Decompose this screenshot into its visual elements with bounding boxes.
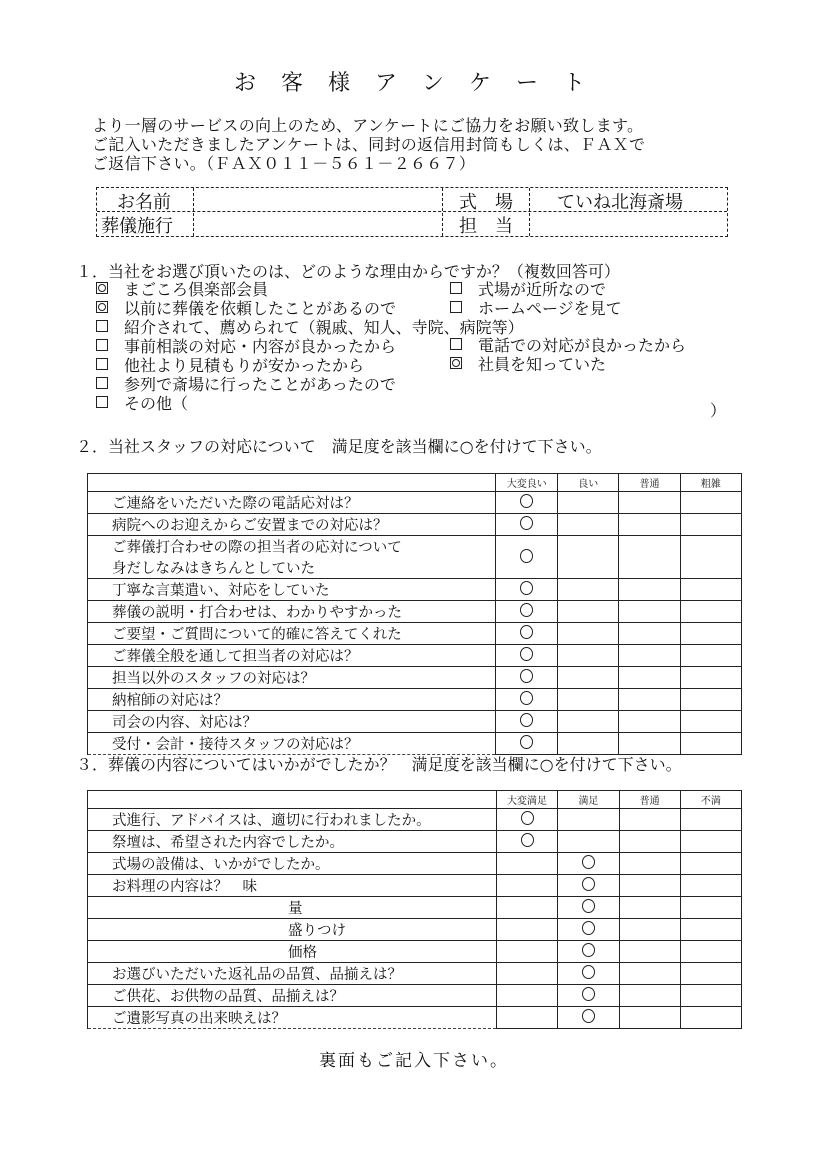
rating-cell[interactable] [496, 579, 558, 601]
rating-cell[interactable] [619, 897, 680, 919]
row-label-text: 価格 [288, 945, 317, 961]
row-label [88, 579, 496, 601]
rating-cell[interactable] [619, 623, 680, 645]
rating-cell[interactable] [558, 536, 619, 579]
q1-option-label: 電話での対応が良かったから [478, 336, 687, 355]
row-label [88, 941, 497, 963]
rating-cell[interactable] [496, 941, 558, 963]
q3-table [87, 790, 742, 1029]
rating-cell[interactable] [558, 623, 619, 645]
checkbox[interactable] [96, 377, 108, 389]
rating-cell[interactable] [496, 536, 558, 579]
rating-cell[interactable] [619, 601, 680, 623]
rating-cell[interactable] [680, 536, 741, 579]
checked-checkbox[interactable] [96, 282, 108, 294]
rating-cell[interactable] [496, 963, 558, 985]
rating-cell[interactable] [558, 579, 619, 601]
rating-cell[interactable] [619, 809, 680, 831]
table-row [88, 941, 742, 963]
row-label [88, 897, 497, 919]
rating-cell[interactable] [496, 689, 558, 711]
rating-cell[interactable] [680, 711, 741, 733]
funeral-label: 葬儀施行 [101, 216, 173, 237]
rating-cell[interactable] [558, 963, 619, 985]
rating-cell[interactable] [558, 897, 619, 919]
q1-option-label: 事前相談の対応・内容が良かったから [124, 337, 397, 356]
intro-line: ご記入いただきましたアンケートは、同封の返信用封筒もしくは、ＦＡＸで [92, 135, 646, 154]
column-header: 普通 [619, 791, 680, 809]
circle-mark-icon [520, 735, 533, 749]
q1-option[interactable] [450, 300, 686, 337]
q1-option[interactable] [96, 376, 524, 395]
column-header: 満足 [558, 791, 619, 809]
row-label-text: ご葬儀打合わせの際の担当者の応対について [112, 540, 402, 556]
row-label-text: 司会の内容、対応は？ [112, 715, 257, 731]
venue-label: 式 場 [459, 192, 513, 213]
rating-cell[interactable] [496, 809, 558, 831]
row-label-text: 式進行、アドバイスは、適切に行われましたか。 [112, 813, 431, 829]
rating-cell[interactable] [619, 853, 680, 875]
rating-cell[interactable] [619, 941, 680, 963]
circle-mark-icon [520, 625, 533, 639]
checkbox[interactable] [96, 320, 108, 332]
checkbox[interactable] [450, 282, 462, 294]
rating-cell[interactable] [496, 492, 558, 514]
checkbox[interactable] [96, 339, 108, 351]
rating-cell[interactable] [558, 601, 619, 623]
rating-cell[interactable] [496, 601, 558, 623]
rating-cell[interactable] [680, 985, 741, 1007]
row-label-text: ご連絡をいただいた際の電話応対は？ [112, 496, 359, 512]
row-label [88, 601, 496, 623]
circle-mark-icon [521, 811, 534, 825]
staff-label: 担 当 [459, 216, 513, 237]
row-label [88, 536, 496, 579]
rating-cell[interactable] [558, 711, 619, 733]
checkbox[interactable] [96, 358, 108, 370]
circle-mark-icon [520, 713, 533, 727]
rating-cell[interactable] [680, 601, 741, 623]
survey-title: お 客 様 ア ン ケ ー ト [234, 71, 594, 96]
row-label [88, 514, 496, 536]
header-blank [88, 791, 497, 809]
row-label-text: ご要望・ご質問について的確に答えてくれた [112, 627, 402, 643]
checked-checkbox[interactable] [96, 301, 108, 313]
table-row [88, 831, 742, 853]
circle-mark-icon [582, 899, 595, 913]
q1-option[interactable] [450, 337, 686, 356]
circle-mark-icon [582, 965, 595, 979]
table-row [88, 492, 742, 514]
q1-option-label: 以前に葬儀を依頼したことがあるので [124, 299, 397, 318]
table-row [88, 711, 742, 733]
rating-cell[interactable] [619, 711, 680, 733]
circle-mark-icon [520, 603, 533, 617]
table-row [88, 536, 742, 579]
rating-cell[interactable] [558, 1007, 619, 1029]
q1-option-label: まごころ倶楽部会員 [124, 280, 269, 299]
checked-checkbox[interactable] [450, 357, 462, 369]
q1-option-label: 他社より見積もりが安かったから [124, 356, 365, 375]
rating-cell[interactable] [680, 941, 741, 963]
intro-text [92, 116, 645, 173]
row-label [88, 853, 497, 875]
header-blank [88, 474, 496, 492]
rating-cell[interactable] [680, 733, 741, 755]
rating-cell[interactable] [619, 919, 680, 941]
row-label [88, 831, 497, 853]
circle-mark-icon [582, 921, 595, 935]
row-label [88, 809, 497, 831]
row-label-text: ご遺影写真の出来映えは？ [112, 1011, 286, 1027]
footer-note: 裏面もご記入下さい。 [319, 1051, 509, 1071]
column-header: 粗雑 [680, 474, 741, 492]
row-label-text: お料理の内容は？ 味 [112, 879, 257, 895]
column-header: 大変良い [496, 474, 558, 492]
row-label [88, 492, 496, 514]
checkbox[interactable] [450, 338, 462, 350]
rating-cell[interactable] [496, 853, 558, 875]
circle-mark-icon [520, 691, 533, 705]
row-label [88, 645, 496, 667]
circle-mark-icon [582, 943, 595, 957]
rating-cell[interactable] [680, 875, 741, 897]
checkbox[interactable] [450, 301, 462, 313]
rating-cell[interactable] [619, 667, 680, 689]
q2-question: ２．当社スタッフの対応について 満足度を該当欄に○を付けて下さい。 [76, 437, 602, 456]
checkbox[interactable] [96, 396, 108, 408]
rating-cell[interactable] [558, 941, 619, 963]
rating-cell[interactable] [496, 831, 558, 853]
table-row [88, 853, 742, 875]
rating-cell[interactable] [558, 689, 619, 711]
rating-cell[interactable] [496, 919, 558, 941]
row-label-text: ご葬儀全般を通して担当者の対応は？ [112, 649, 359, 665]
row-label-text: 葬儀の説明・打合わせは、わかりやすかった [112, 605, 402, 621]
circle-mark-icon [520, 494, 533, 508]
rating-cell[interactable] [680, 853, 741, 875]
q1-option-label: 社員を知っていた [478, 355, 607, 374]
q1-option[interactable] [450, 281, 686, 300]
q1-option-label: その他（ [124, 394, 189, 413]
rating-cell[interactable] [619, 689, 680, 711]
rating-cell[interactable] [558, 985, 619, 1007]
q1-other-close: ） [710, 401, 727, 420]
row-label [88, 963, 497, 985]
rating-cell[interactable] [619, 536, 680, 579]
rating-cell[interactable] [558, 853, 619, 875]
row-label-text: 量 [288, 901, 303, 917]
rating-cell[interactable] [680, 579, 741, 601]
q1-question: １．当社をお選び頂いたのは、どのような理由からですか？（複数回答可） [76, 262, 620, 281]
column-header: 良い [558, 474, 619, 492]
rating-cell[interactable] [619, 645, 680, 667]
rating-cell[interactable] [496, 623, 558, 645]
rating-cell[interactable] [680, 623, 741, 645]
rating-cell[interactable] [558, 667, 619, 689]
table-row [88, 645, 742, 667]
rating-cell[interactable] [558, 875, 619, 897]
rating-cell[interactable] [680, 919, 741, 941]
q1-option[interactable] [96, 395, 524, 414]
circle-mark-icon [582, 987, 595, 1001]
table-row [88, 623, 742, 645]
name-label: お名前 [117, 192, 171, 213]
q3-question: ３．葬儀の内容についてはいかがでしたか？ 満足度を該当欄に○を付けて下さい。 [76, 755, 682, 774]
row-label-text: 受付・会計・接待スタッフの対応は？ [112, 737, 359, 753]
row-label-text: 丁寧な言葉遣い、対応をしていた [112, 583, 330, 599]
rating-cell[interactable] [680, 963, 741, 985]
rating-cell[interactable] [680, 514, 741, 536]
q2-table [87, 473, 742, 755]
rating-cell[interactable] [680, 897, 741, 919]
circle-mark-icon [520, 669, 533, 683]
row-label [88, 623, 496, 645]
table-row [88, 985, 742, 1007]
row-label-text: 盛りつけ [288, 923, 346, 939]
row-label-text: 身だしなみはきちんとしていた [112, 561, 315, 577]
rating-cell[interactable] [558, 809, 619, 831]
rating-cell[interactable] [558, 831, 619, 853]
table-row [88, 667, 742, 689]
name-field[interactable] [197, 190, 437, 210]
rating-cell[interactable] [680, 689, 741, 711]
rating-cell[interactable] [496, 645, 558, 667]
q1-option-label: 式場が近所なので [478, 280, 607, 299]
row-label-text: 式場の設備は、いかがでしたか。 [112, 857, 330, 873]
rating-cell[interactable] [496, 1007, 558, 1029]
row-label [88, 985, 497, 1007]
table-row [88, 579, 742, 601]
table-row [88, 601, 742, 623]
table-row [88, 514, 742, 536]
row-label-text: ご供花、お供物の品質、品揃えは？ [112, 989, 344, 1005]
circle-mark-icon [520, 647, 533, 661]
q1-option-label: 参列で斎場に行ったことがあったので [124, 375, 396, 394]
rating-cell[interactable] [619, 1007, 680, 1029]
row-label [88, 919, 497, 941]
rating-cell[interactable] [558, 645, 619, 667]
table-row [88, 689, 742, 711]
circle-mark-icon [582, 1009, 595, 1023]
circle-mark-icon [520, 581, 533, 595]
rating-cell[interactable] [619, 514, 680, 536]
row-label-text: 担当以外のスタッフの対応は？ [112, 671, 315, 687]
intro-line: より一層のサービスの向上のため、アンケートにご協力をお願い致します。 [92, 116, 644, 135]
row-label [88, 689, 496, 711]
circle-mark-icon [521, 833, 534, 847]
row-label [88, 1007, 497, 1029]
rating-cell[interactable] [496, 711, 558, 733]
rating-cell[interactable] [619, 492, 680, 514]
rating-cell[interactable] [496, 514, 558, 536]
q1-options-right [450, 281, 686, 375]
rating-cell[interactable] [496, 875, 558, 897]
circle-mark-icon [520, 549, 533, 563]
table-row [88, 875, 742, 897]
column-header: 大変満足 [496, 791, 558, 809]
rating-cell[interactable] [619, 831, 680, 853]
rating-cell[interactable] [619, 579, 680, 601]
rating-cell[interactable] [680, 1007, 741, 1029]
row-label [88, 711, 496, 733]
table-row [88, 1007, 742, 1029]
rating-cell[interactable] [619, 985, 680, 1007]
row-label-text: 納棺師の対応は？ [112, 693, 228, 709]
staff-field[interactable] [533, 214, 723, 234]
venue-value: ていね北海斎場 [557, 192, 683, 213]
rating-cell[interactable] [496, 985, 558, 1007]
row-label [88, 875, 497, 897]
intro-line: ご返信下さい。（ＦＡＸ０１１－５６１－２６６７） [92, 154, 476, 173]
column-header: 普通 [619, 474, 680, 492]
rating-cell[interactable] [558, 919, 619, 941]
rating-cell[interactable] [619, 875, 680, 897]
rating-cell[interactable] [680, 667, 741, 689]
rating-cell[interactable] [496, 667, 558, 689]
rating-cell[interactable] [680, 831, 741, 853]
table-row [88, 919, 742, 941]
customer-info-box [96, 187, 728, 237]
q1-option-label: ホームページを見て [478, 299, 622, 318]
rating-cell[interactable] [680, 645, 741, 667]
column-header: 不満 [680, 791, 741, 809]
circle-mark-icon [582, 855, 595, 869]
circle-mark-icon [582, 877, 595, 891]
rating-cell[interactable] [558, 514, 619, 536]
row-label-text: 病院へのお迎えからご安置までの対応は？ [112, 518, 388, 534]
rating-cell[interactable] [680, 809, 741, 831]
rating-cell[interactable] [558, 492, 619, 514]
rating-cell[interactable] [619, 963, 680, 985]
row-label-text: 祭壇は、希望された内容でしたか。 [112, 835, 344, 851]
rating-cell[interactable] [496, 897, 558, 919]
q1-option-label: 紹介されて、薦められて（親戚、知人、寺院、病院等） [124, 318, 524, 337]
q1-option[interactable] [450, 356, 686, 375]
table-row [88, 897, 742, 919]
rating-cell[interactable] [680, 492, 741, 514]
row-label-text: お選びいただいた返礼品の品質、品揃えは？ [112, 967, 402, 983]
circle-mark-icon [520, 516, 533, 530]
table-row [88, 963, 742, 985]
row-label [88, 667, 496, 689]
table-row [88, 809, 742, 831]
